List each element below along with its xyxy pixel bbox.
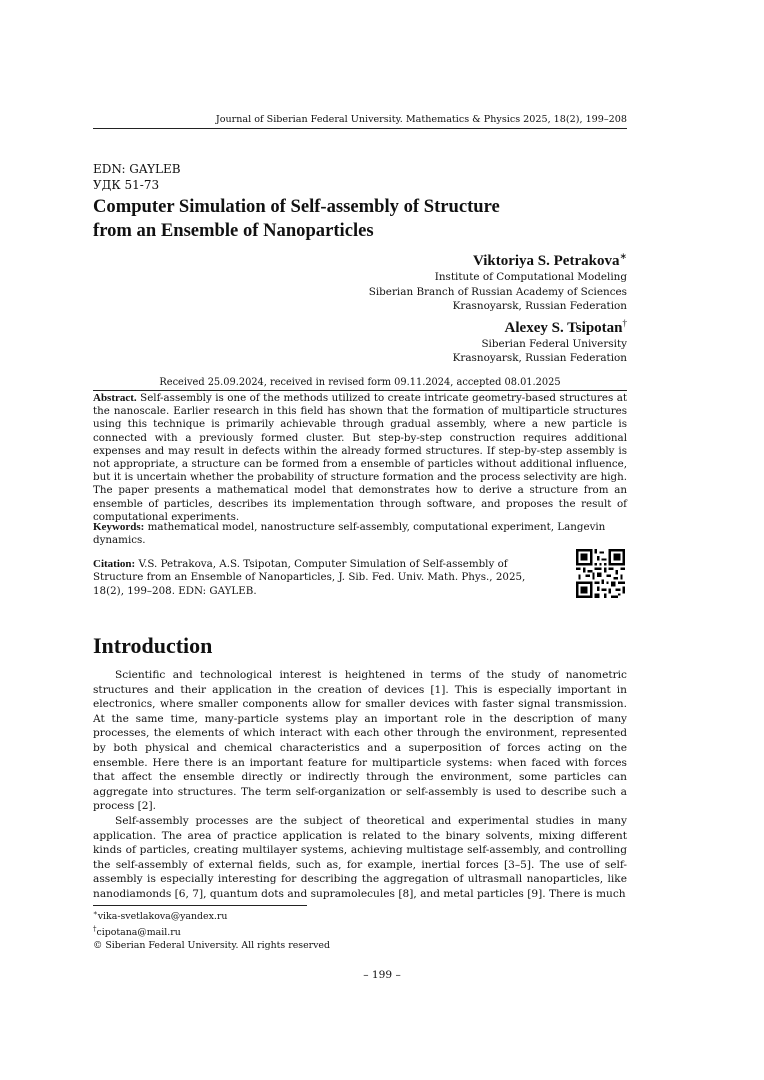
- citation-label: Citation:: [93, 558, 136, 570]
- citation-text: V.S. Petrakova, A.S. Tsipotan, Computer Simulation of Self-assembly of Structure from an Ensemble of Nanoparticles, J. Sib. Fed. Univ. Math. Phys., 2025, 18(2), 199–208. EDN: GAYLEB.: [93, 558, 526, 597]
- abstract-rule: [93, 390, 627, 391]
- abstract-label: Abstract.: [93, 392, 137, 404]
- running-head: Journal of Siberian Federal University. Mathematics & Physics 2025, 18(2), 199–208: [215, 114, 627, 125]
- author-1-affiliation-2: Siberian Branch of Russian Academy of Sciences: [368, 285, 627, 298]
- title-line-1: Computer Simulation of Self-assembly of Structure: [93, 196, 500, 217]
- body-paragraph: Self-assembly processes are the subject of theoretical and experimental studies in many application. The area of practice application is related to the binary solvents, mixing different kinds of particles, creating multilayer systems, achieving multistage self-assembly, and controlling the self-assembly of external fields, such as, for example, inertial forces [3–5]. The use of self-assembly is especially interesting for describing the aggregation of ultrasmall nanoparticles, like nanodiamonds [6, 7], quantum dots and supramolecules [8], and metal particles [9]. There is much: [93, 814, 627, 900]
- footnote-rule: [93, 905, 307, 906]
- page-number: – 199 –: [363, 969, 401, 981]
- section-heading-introduction: Introduction: [93, 633, 213, 658]
- keywords-text: mathematical model, nanostructure self-assembly, computational experiment, Langevin dynamics.: [93, 521, 606, 547]
- keywords: [93, 521, 627, 547]
- footnote-email-1: ∗vika-svetlakova@yandex.ru: [93, 909, 228, 923]
- abstract: [93, 392, 627, 524]
- edn-code: EDN: GAYLEB: [93, 162, 181, 176]
- copyright-icon: ©: [93, 940, 103, 952]
- footnote-email-2: †cipotana@mail.ru: [93, 925, 181, 939]
- author-1-affiliation-3: Krasnoyarsk, Russian Federation: [452, 300, 627, 313]
- title-line-2: from an Ensemble of Nanoparticles: [93, 220, 374, 241]
- introduction-body: [93, 668, 627, 902]
- udk-code: УДК 51-73: [93, 178, 160, 192]
- received-dates: Received 25.09.2024, received in revised form 09.11.2024, accepted 08.01.2025: [159, 377, 561, 388]
- paper-title: [93, 195, 627, 243]
- qr-code-icon[interactable]: [576, 549, 625, 598]
- citation: [93, 558, 541, 598]
- author-1-name: Viktoriya S. Petrakova∗: [472, 251, 627, 269]
- author-block: [369, 247, 627, 366]
- body-paragraph: Scientific and technological interest is heightened in terms of the study of nanometric structures and their application in the creation of devices [1]. This is especially important in electronics, where smaller components allow for smaller devices with faster signal transmission. At the same time, many-particle systems play an important role in the description of many processes, the elements of which interact with each other through the environment, represented by both physical and chemical characteristics and a superposition of forces acting on the ensemble. Here there is an important feature for multiparticle systems: when faced with forces that affect the ensemble directly or indirectly through the environment, some particles can aggregate into structures. The term self-organization or self-assembly is used to describe such a process [2].: [93, 669, 627, 813]
- footnotes: [93, 907, 330, 952]
- author-1-affiliation-1: Institute of Computational Modeling: [434, 271, 627, 283]
- abstract-text: Self-assembly is one of the methods utilized to create intricate geometry-based structures at the nanoscale. Earlier research in this field has shown that the formation of multiparticle structures using this technique is primarily achievable through gradual assembly, where a new particle is connected with a previously formed cluster. But step-by-step construction requires additional expenses and may result in defects within the already formed structures. If step-by-step assembly is not appropriate, a structure can be formed from a ensemble of particles without additional influence, but it is uncertain whether the probability of structure formation and the process selectivity are high. The paper presents a mathematical model that demonstrates how to derive a structure from an ensemble of particles, describes its implementation through software, and proposes the result of computational experiments.: [93, 392, 627, 523]
- footnote-copyright: © Siberian Federal University. All rights reserved: [93, 940, 330, 952]
- author-2-name: Alexey S. Tsipotan†: [504, 317, 627, 336]
- keywords-label: Keywords:: [93, 521, 145, 533]
- author-2-affiliation-1: Siberian Federal University: [481, 337, 627, 350]
- header-rule: [93, 128, 627, 129]
- author-2-affiliation-2: Krasnoyarsk, Russian Federation: [452, 352, 627, 365]
